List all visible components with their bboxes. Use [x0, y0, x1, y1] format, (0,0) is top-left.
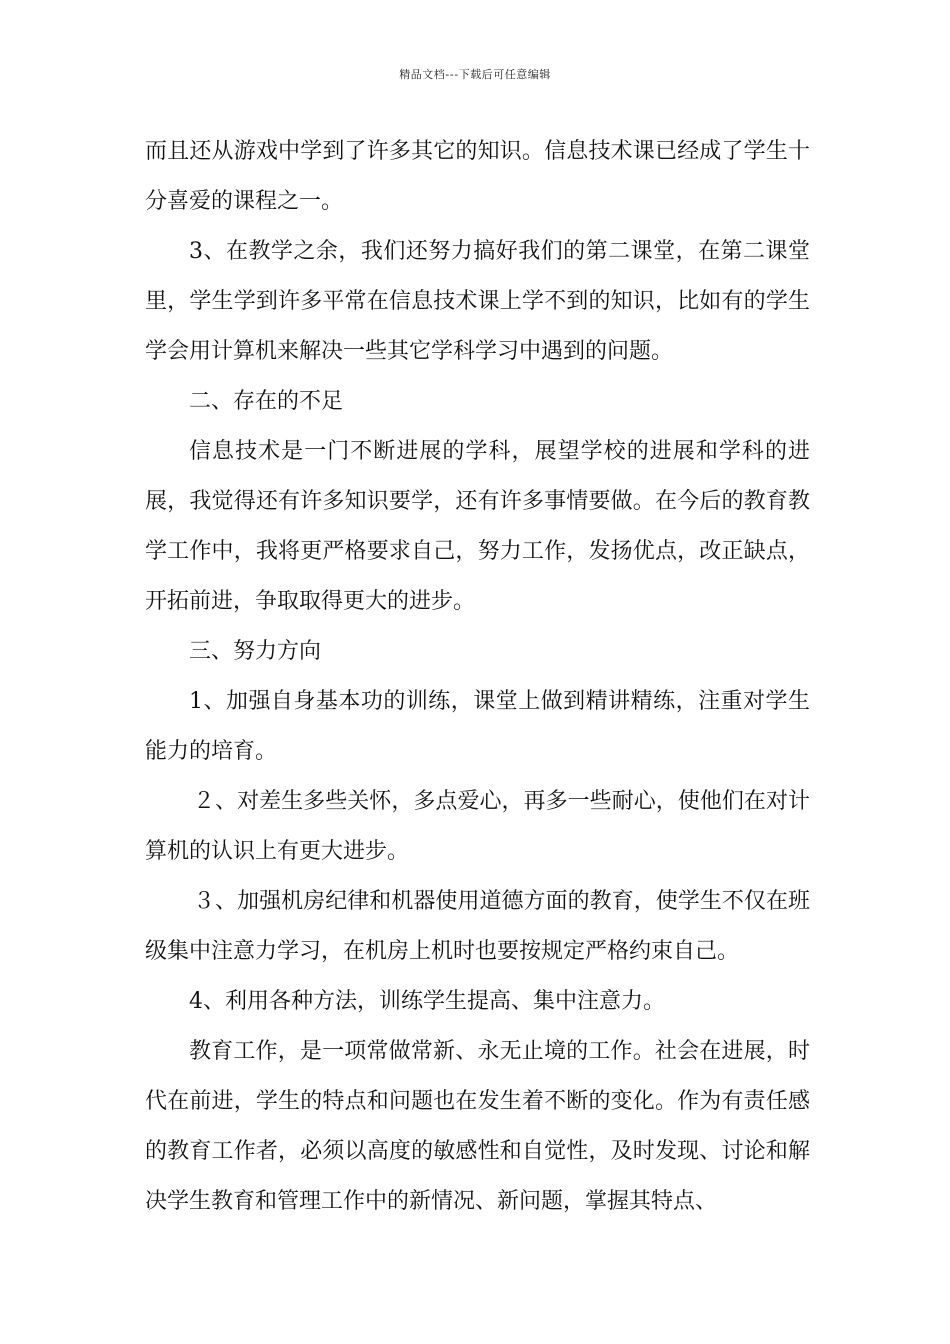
paragraph-conclusion: 教育工作，是一项常做常新、永无止境的工作。社会在进展，时代在前进，学生的特点和问题也在发生着不断的变化。作为有责任感的教育工作者，必须以高度的敏感性和自觉性，及时发现、讨论和解决学生教育和管理工作中的新情况、新问题，掌握其特点、 — [145, 1039, 810, 1214]
section-heading-shortcomings: 二、存在的不足 — [189, 389, 344, 414]
page-header: 精品文档---下载后可任意编辑 — [399, 68, 551, 81]
paragraph-continuation: 而且还从游戏中学到了许多其它的知识。信息技术课已经成了学生十分喜爱的课程之一。 — [145, 139, 810, 214]
paragraph-direction-2: ２、对差生多些关怀，多点爱心，再多一些耐心，使他们在对计算机的认识上有更大进步。 — [145, 789, 810, 864]
section-heading-direction: 三、努力方向 — [189, 639, 322, 664]
document-body — [145, 127, 810, 1227]
paragraph-item-3: 3、在教学之余，我们还努力搞好我们的第二课堂，在第二课堂里，学生学到许多平常在信息技术课上学不到的知识，比如有的学生学会用计算机来解决一些其它学科学习中遇到的问题。 — [145, 239, 810, 364]
paragraph-direction-3: ３、加强机房纪律和机器使用道德方面的教育，使学生不仅在班级集中注意力学习，在机房上机时也要按规定严格约束自己。 — [145, 889, 810, 964]
paragraph-direction-4: 4、利用各种方法，训练学生提高、集中注意力。 — [189, 989, 665, 1014]
paragraph-shortcomings: 信息技术是一门不断进展的学科，展望学校的进展和学科的进展，我觉得还有许多知识要学，还有许多事情要做。在今后的教育教学工作中，我将更严格要求自己，努力工作，发扬优点，改正缺点，开拓前进，争取取得更大的进步。 — [145, 439, 810, 614]
paragraph-direction-1: 1、加强自身基本功的训练，课堂上做到精讲精练，注重对学生能力的培育。 — [145, 689, 810, 764]
